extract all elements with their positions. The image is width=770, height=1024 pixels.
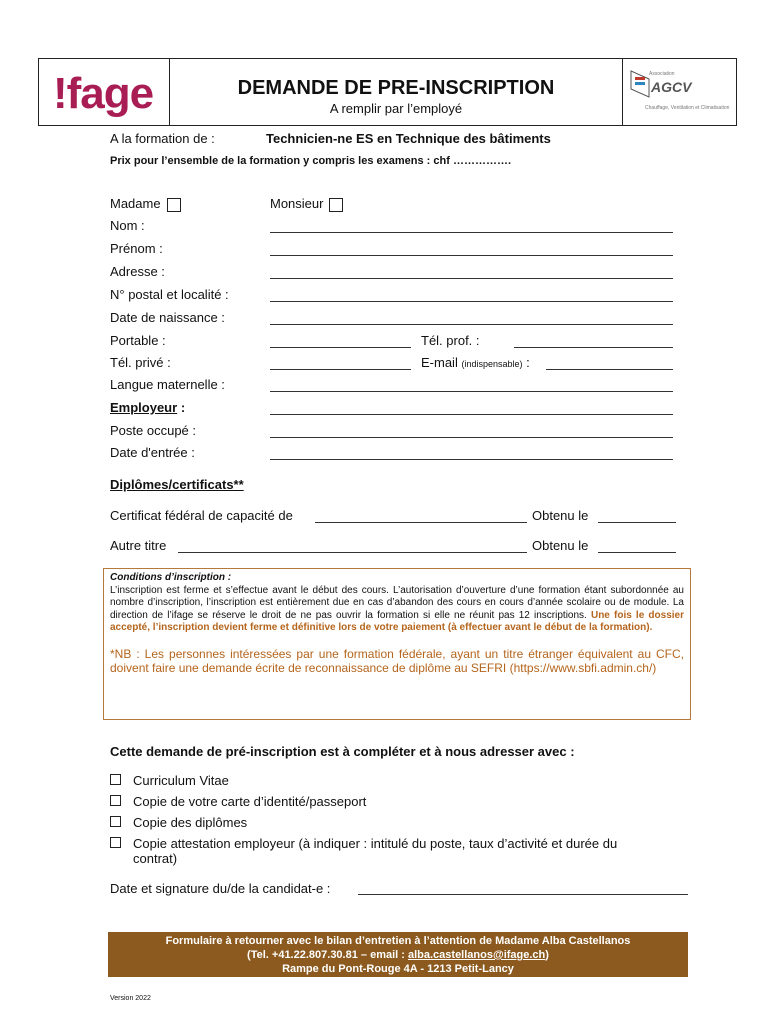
attachment-item (110, 794, 366, 809)
madame-label: Madame (110, 196, 161, 211)
postal-label: N° postal et localité : (110, 287, 229, 302)
monsieur-checkbox[interactable] (329, 198, 343, 212)
ifage-logo: !fage (53, 69, 154, 118)
header-box (38, 58, 737, 126)
autre-obtenu-label: Obtenu le (532, 538, 589, 553)
conditions-nb: *NB : Les personnes intéressées par une formation fédérale, ayant un titre étranger équivalent au CFC, doivent faire une demande écrite de reconnaissance de diplôme au SEFRI (https://www.sbfi.admin.ch/) (110, 646, 684, 675)
naissance-label: Date de naissance : (110, 310, 225, 325)
employeur-colon: : (180, 400, 186, 415)
tel-prof-label: Tél. prof. : (421, 333, 480, 348)
conditions-highlight: Une fois le dossier accepté, l’inscription devient ferme et définitive lors de votre paiement (à effectuer avant le début de la formation). (110, 609, 684, 633)
tel-prive-field[interactable] (270, 368, 411, 370)
cfc-label: Certificat fédéral de capacité de (110, 508, 293, 523)
conditions-box (103, 568, 691, 720)
attachment-label: Copie des diplômes (133, 815, 248, 830)
footer-box (108, 932, 688, 977)
tel-prive-label: Tél. privé : (110, 355, 171, 370)
footer-line2 (108, 948, 688, 962)
conditions-text (110, 585, 684, 635)
attachment-item (110, 773, 229, 788)
agcv-top-text: Association (649, 71, 675, 77)
entree-label: Date d'entrée : (110, 445, 195, 460)
monsieur-option[interactable] (270, 196, 343, 212)
employeur-field[interactable] (270, 413, 673, 415)
footer-line1: Formulaire à retourner avec le bilan d’entretien à l’attention de Madame Alba Castellanos (165, 935, 631, 947)
cfc-obtenu-field[interactable] (598, 521, 676, 523)
footer-email-link[interactable]: alba.castellanos@ifage.ch (407, 949, 546, 961)
autre-obtenu-field[interactable] (598, 551, 676, 553)
checkbox-icon[interactable] (110, 795, 121, 806)
naissance-field[interactable] (270, 323, 673, 325)
autre-label: Autre titre (110, 538, 167, 553)
attachment-label: Copie attestation employeur (à indiquer : intitulé du poste, taux d’activité et durée du (133, 836, 618, 851)
conditions-body: L’inscription est ferme et s’effectue avant le début des cours. L’autorisation d’ouverture d’une formation étant subordonnée au nombre d’inscription, l’inscription est entièrement due en cas d’abandon des cours en cours d’année scolaire ou de module. La direction de l’ifage se réserve le droit de ne pas ouvrir la formation si elle ne réunit pas 12 inscriptions. (110, 584, 684, 621)
madame-option[interactable] (110, 196, 181, 212)
page-subtitle: A remplir par l’employé (329, 101, 463, 116)
signature-field[interactable] (358, 893, 688, 895)
tel-prof-field[interactable] (514, 346, 673, 348)
monsieur-label: Monsieur (270, 196, 324, 211)
email-label (421, 355, 530, 370)
diplomes-title: Diplômes/certificats** (110, 477, 244, 492)
agcv-tagline: Chauffage, Ventilation et Climatisation (645, 105, 730, 111)
checkbox-icon[interactable] (110, 837, 121, 848)
email-colon: : (526, 355, 530, 370)
prenom-label: Prénom : (110, 241, 163, 256)
attachments-title: Cette demande de pré-inscription est à compléter et à nous adresser avec : (110, 744, 575, 759)
poste-label: Poste occupé : (110, 423, 196, 438)
signature-label: Date et signature du/de la candidat-e : (110, 881, 331, 896)
madame-checkbox[interactable] (167, 198, 181, 212)
autre-field[interactable] (178, 551, 527, 553)
agcv-logo (629, 67, 733, 119)
adresse-field[interactable] (270, 277, 673, 279)
attachment-label: Curriculum Vitae (133, 773, 229, 788)
footer-tel-end: ) (545, 949, 549, 961)
postal-field[interactable] (270, 300, 673, 302)
checkbox-icon[interactable] (110, 816, 121, 827)
formation-label: A la formation de : (110, 131, 215, 146)
entree-field[interactable] (270, 458, 673, 460)
attachment-label: Copie de votre carte d’identité/passeport (133, 794, 367, 809)
attachment-label-cont: contrat) (133, 851, 178, 866)
adresse-label: Adresse : (110, 264, 165, 279)
footer-tel: (Tel. +41.22.807.30.81 – email : (247, 949, 408, 961)
attachment-item (110, 836, 617, 851)
agcv-name: AGCV (651, 79, 692, 95)
email-note: (indispensable) (461, 359, 523, 369)
footer-line3: Rampe du Pont-Rouge 4A - 1213 Petit-Lancy (282, 963, 514, 975)
checkbox-icon[interactable] (110, 774, 121, 785)
conditions-title: Conditions d’inscription : (110, 572, 232, 583)
page-title: DEMANDE DE PRE-INSCRIPTION (237, 77, 555, 99)
version: Version 2022 (110, 995, 151, 1002)
formation-value: Technicien-ne ES en Technique des bâtiments (266, 131, 551, 146)
email-label-text: E-mail (421, 355, 458, 370)
email-field[interactable] (546, 368, 673, 370)
employeur-label (110, 400, 185, 415)
prenom-field[interactable] (270, 254, 673, 256)
price-line: Prix pour l’ensemble de la formation y compris les examens : chf ……………. (110, 155, 512, 167)
cfc-obtenu-label: Obtenu le (532, 508, 589, 523)
attachment-item (110, 815, 247, 830)
poste-field[interactable] (270, 436, 673, 438)
nom-field[interactable] (270, 231, 673, 233)
portable-field[interactable] (270, 346, 411, 348)
employeur-label-text: Employeur (110, 400, 178, 415)
portable-label: Portable : (110, 333, 166, 348)
langue-field[interactable] (270, 390, 673, 392)
cfc-field[interactable] (315, 521, 527, 523)
langue-label: Langue maternelle : (110, 377, 225, 392)
nom-label: Nom : (110, 218, 145, 233)
divider (622, 59, 623, 125)
